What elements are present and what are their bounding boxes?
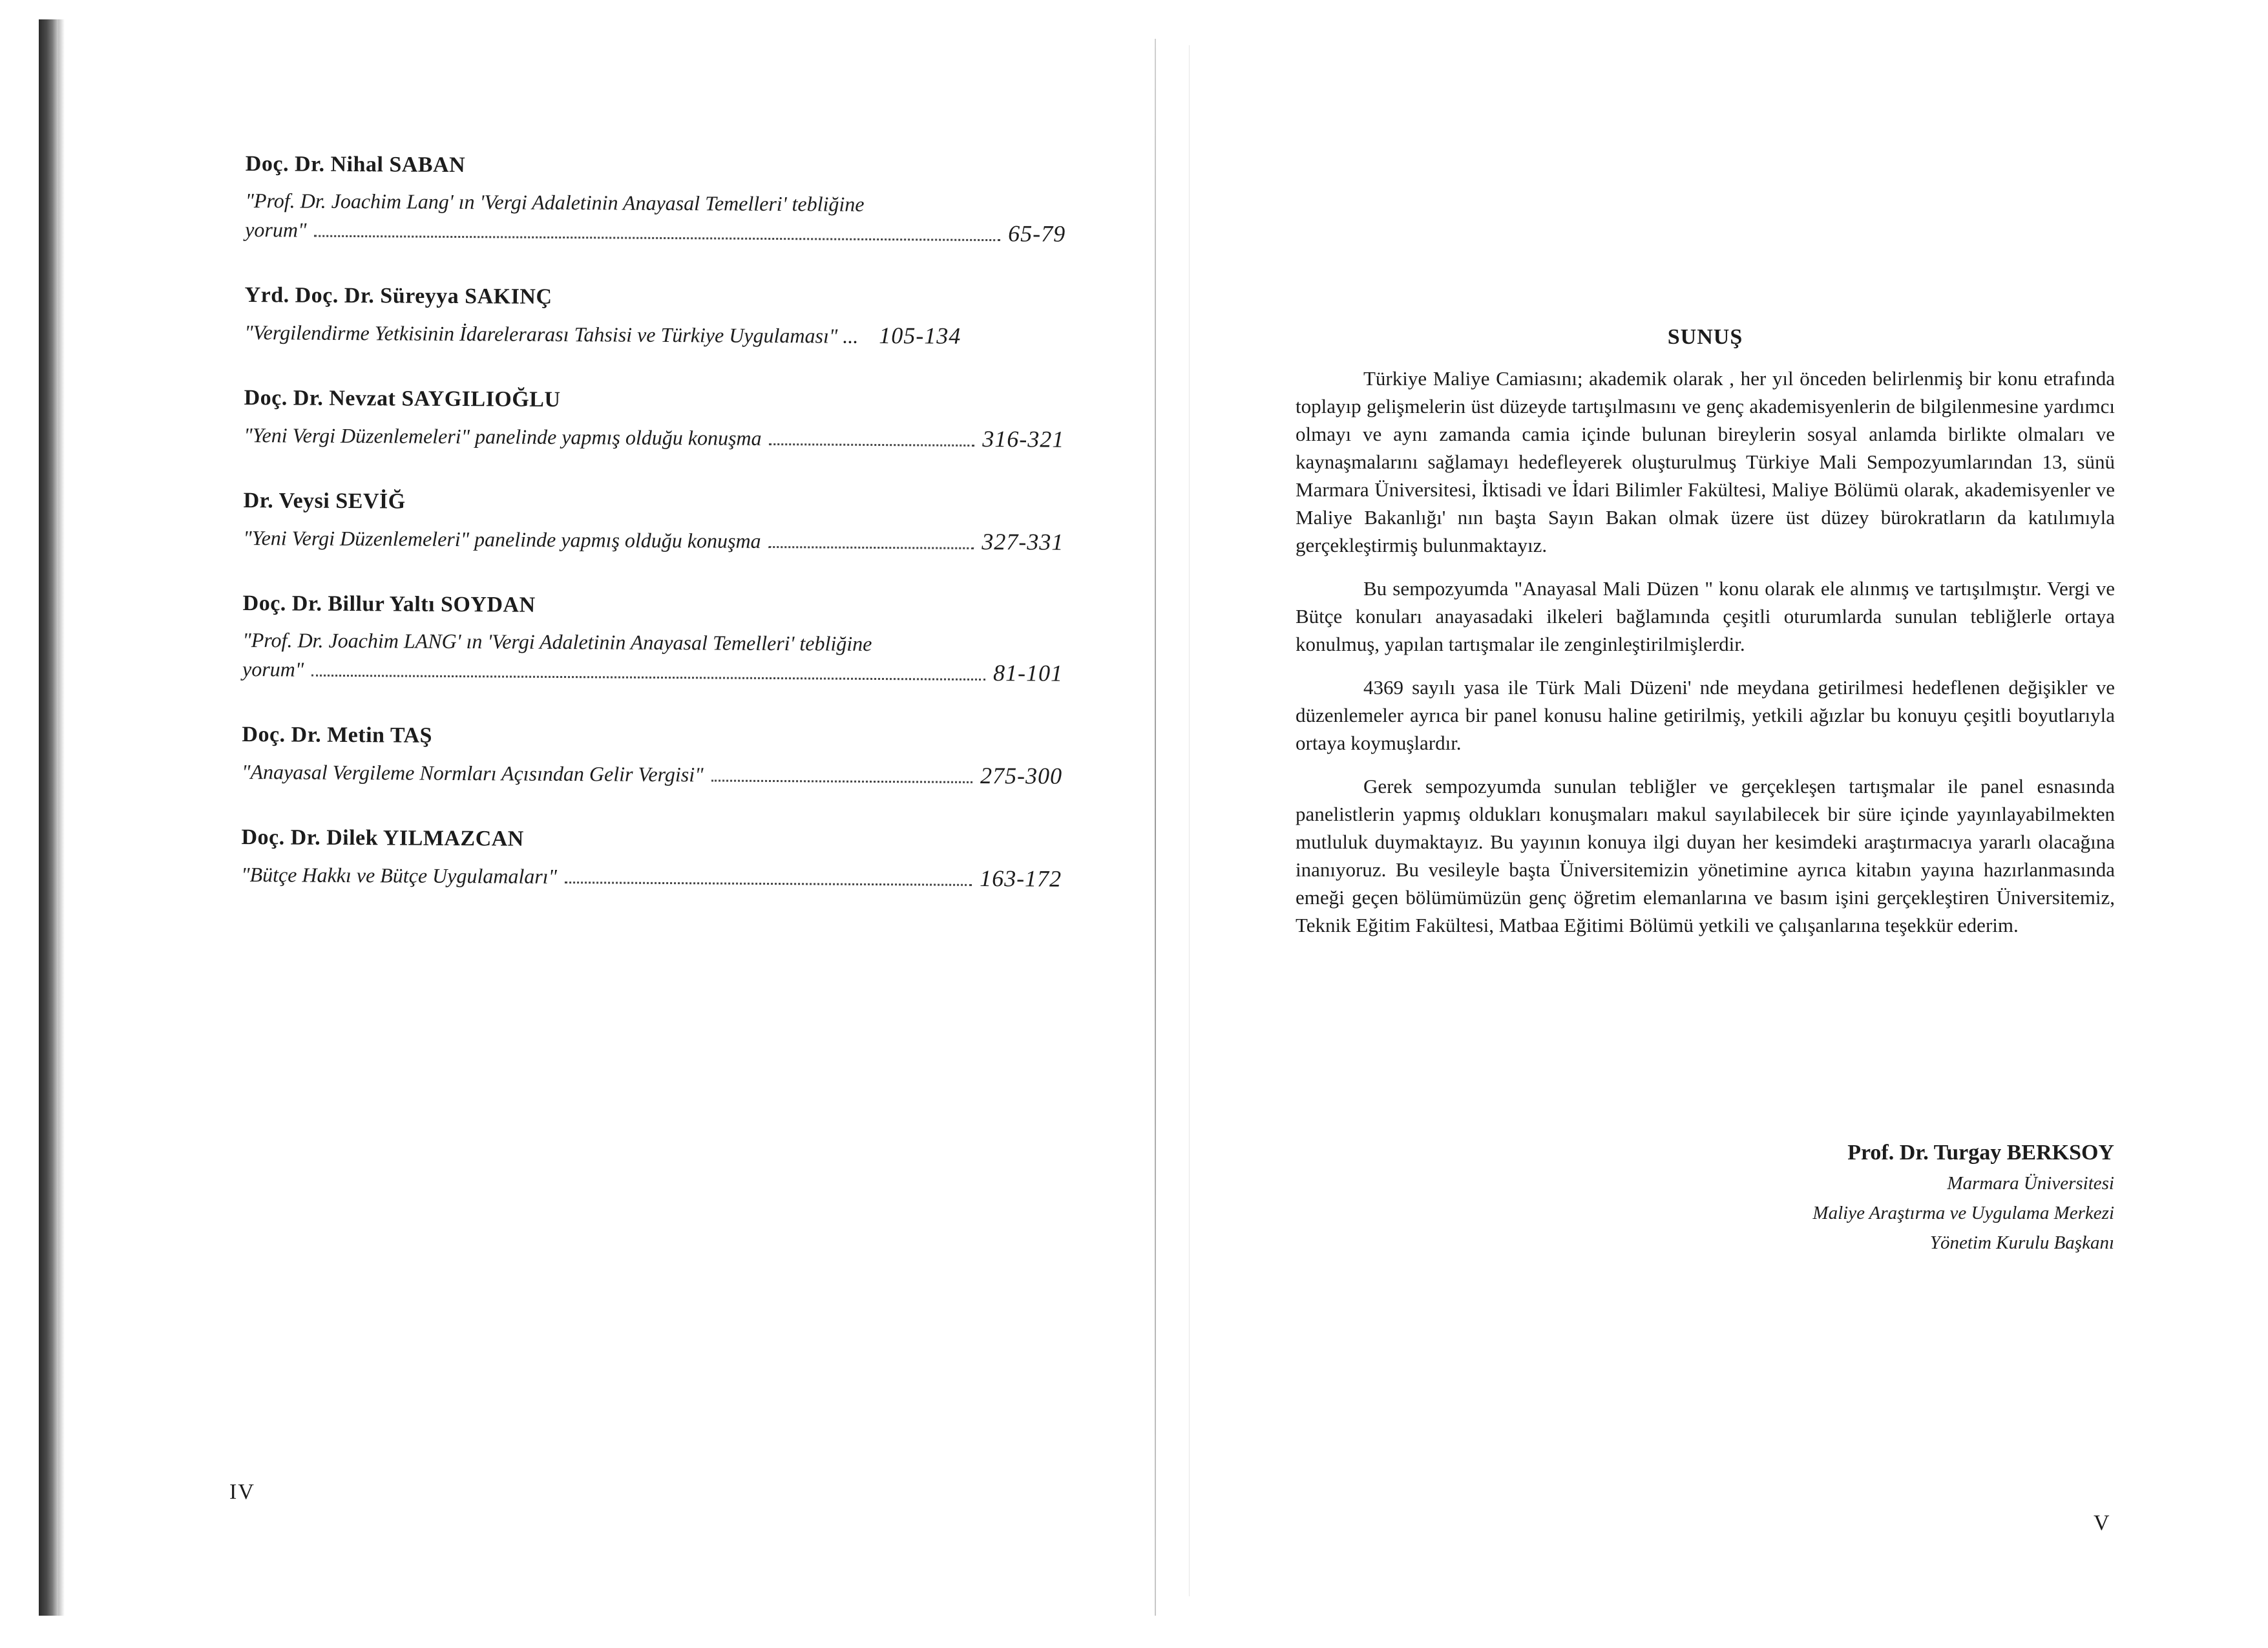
entry-author: Doç. Dr. Billur Yaltı SOYDAN <box>242 591 536 617</box>
entry-pages: 105-134 <box>879 322 961 349</box>
entry-title: "Prof. Dr. Joachim Lang' ın 'Vergi Adaletinin Anayasal Temelleri' tebliğine <box>245 188 865 216</box>
foreword-paragraph: Bu sempozyumda "Anayasal Mali Düzen " konu olarak ele alınmış ve tartışılmıştır. Vergi ve Bütçe konuları anayasadaki ilkeleri bağlamında çeşitli oturumlarda sunulan tebliğlerle ortaya konulmuş, yapılan tartışmalar ile zenginleştirilmişlerdir. <box>1296 577 2115 655</box>
entry-pages: 81-101 <box>992 660 1064 686</box>
entry-author: Doç. Dr. Nihal SABAN <box>245 151 466 178</box>
signature-block <box>1628 1137 2114 1258</box>
contents-entry <box>242 721 1076 791</box>
entry-title: "Yeni Vergi Düzenlemeleri" panelinde yapmış olduğu konuşma <box>243 525 761 553</box>
signature-name: Prof. Dr. Turgay BERKSOY <box>1847 1141 2114 1165</box>
signature-center: Maliye Araştırma ve Uygulama Merkezi <box>1812 1203 2114 1223</box>
contents-entry <box>244 281 1078 352</box>
foreword-paragraph: Türkiye Maliye Camiasını; akademik olarak , her yıl önceden belirlenmiş bir konu etrafında toplayıp gelişmelerin üst düzeyde tartışılmasını ve genç akademisyenlerin de bilgilenmesine yardımcı olmayı ve aynı zamanda camia içinde bulunan bireylerin sosyal anlamda birlikte olmaları ve kaynaşmalarını sağlamayı hedefleyerek oluşturulmuş Türkiye Mali Sempozyumlarından 13, sünü Marmara Üniversitesi, İktisadi ve İdari Bilimler Fakültesi, Maliye Bölümü olarak, akademisyenler ve Maliye Bakanlığı' nın başta Sayın Bakan olmak üzere üst düzey bürokratların da katılımıyla gerçekleştirmiş bulunmaktayız. <box>1296 367 2115 556</box>
entry-title-line2 <box>242 654 1063 688</box>
foreword <box>1296 323 2115 955</box>
entry-title: "Anayasal Vergileme Normları Açısından Gelir Vergisi" <box>242 759 704 787</box>
dot-leader <box>770 443 975 447</box>
entry-pages: 275-300 <box>980 762 1063 789</box>
contents-list <box>241 150 1079 931</box>
page-fold <box>1155 39 1156 1616</box>
entry-pages: 327-331 <box>982 528 1064 555</box>
entry-paper <box>242 757 1062 791</box>
entry-author: Yrd. Doç. Dr. Süreyya SAKINÇ <box>244 282 552 309</box>
entry-paper <box>243 523 1064 557</box>
entry-author: Doç. Dr. Metin TAŞ <box>242 722 433 748</box>
foreword-paragraph: Gerek sempozyumda sunulan tebliğler ve gerçekleşen tartışmalar ile panel esnasında panelistlerin yapmış oldukları konuşmaları makul sayılabilecek bir süre içinde yayınlayabilmekten mutluluk duymaktayız. Bu yayının konuya ilgi duyan her kesimdeki araştırmacıya yararlı olacağına inanıyoruz. Bu vesileyle başta Üniversitemizin yönetimine ayrıca kitabın yayına hazırlanmasında emeği geçen bölümümüzün genç öğretim elemanlarına ve basım işini gerçekleştiren Üniversitemiz, Teknik Eğitim Fakültesi, Matbaa Eğitimi Bölümü yetkili ve çalışanlarına teşekkür ederim. <box>1296 775 2115 936</box>
entry-author: Dr. Veysi SEVİĞ <box>243 488 406 514</box>
entry-paper <box>244 420 1064 454</box>
entry-author: Doç. Dr. Dilek YILMAZCAN <box>241 825 524 851</box>
entry-title-cont: yorum" <box>245 217 307 242</box>
dot-leader <box>565 882 972 886</box>
entry-pages: 65-79 <box>1008 220 1066 247</box>
contents-entry <box>242 589 1076 688</box>
entry-paper <box>242 626 1064 688</box>
signature-role: Yönetim Kurulu Başkanı <box>1929 1232 2114 1253</box>
contents-entry <box>241 823 1075 894</box>
foreword-title: SUNUŞ <box>1667 325 1743 349</box>
page-number-left: IV <box>229 1480 255 1504</box>
entry-paper <box>241 860 1062 894</box>
entry-pages: 163-172 <box>980 865 1062 892</box>
entry-title-line2 <box>245 215 1066 249</box>
entry-paper <box>244 317 1065 352</box>
contents-entry <box>243 487 1077 557</box>
foreword-paragraph: 4369 sayılı yasa ile Türk Mali Düzeni' nde meydana getirilmesi hedeflenen değişikler ve düzenlemeler ayrıca bir panel konusu haline getirilmiş, yetkili ağızlar bu konuyu çeşitli boyutlarıyla ortaya koymuşlardır. <box>1296 676 2115 754</box>
signature-affiliation: Marmara Üniversitesi <box>1947 1173 2114 1194</box>
entry-author: Doç. Dr. Nevzat SAYGILIOĞLU <box>244 385 561 412</box>
dot-leader <box>711 779 972 783</box>
dot-leader <box>314 235 1000 241</box>
page-fold-shadow <box>1189 45 1190 1596</box>
scan-edge-highlight <box>58 19 65 1616</box>
entry-paper <box>245 186 1066 249</box>
dot-leader <box>769 546 974 549</box>
contents-entry <box>245 150 1079 249</box>
entry-title: "Bütçe Hakkı ve Bütçe Uygulamaları" <box>241 862 558 888</box>
entry-title: "Prof. Dr. Joachim LANG' ın 'Vergi Adaletinin Anayasal Temelleri' tebliğine <box>242 628 872 655</box>
page-number-right: V <box>2094 1511 2110 1535</box>
dot-leader <box>311 675 985 681</box>
entry-title: "Yeni Vergi Düzenlemeleri" panelinde yapmış olduğu konuşma <box>244 423 762 450</box>
entry-title-cont: yorum" <box>242 657 304 681</box>
contents-entry <box>244 384 1078 454</box>
scan-edge-shadow <box>39 19 58 1616</box>
entry-pages: 316-321 <box>982 425 1065 452</box>
entry-title: "Vergilendirme Yetkisinin İdarelerarası Tahsisi ve Türkiye Uygulaması" ... <box>244 320 859 348</box>
